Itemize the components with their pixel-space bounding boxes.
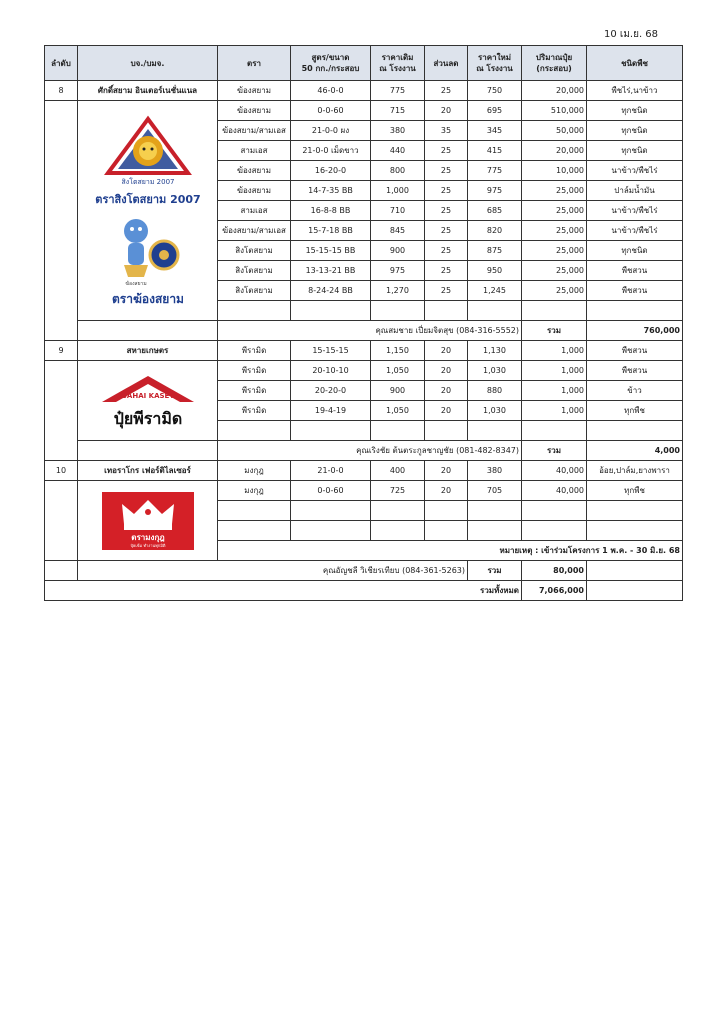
contact-person: คุณสมชาย เปี่ยมจิตสุข (084-316-5552) <box>218 321 522 341</box>
header-row <box>45 46 683 81</box>
company-name: เทอราโกร เฟอร์ติไลเซอร์ <box>78 461 218 481</box>
pyramid-logo <box>88 368 208 434</box>
subtotal-value: 4,000 <box>587 441 683 461</box>
table-row: สิงโตสยาม 8-24-24 BB 1,270 25 1,245 25,000 พืชสวน <box>45 281 683 301</box>
gong-logo-label: ตราฆ้องสยาม <box>111 291 184 306</box>
table-row: 10 เทอราโกร เฟอร์ติไลเซอร์ มงกุฎ 21-0-0 400 20 380 40,000 อ้อย,ปาล์ม,ยางพารา <box>45 461 683 481</box>
table-row: สิงโตสยาม 15-15-15 BB 900 25 875 25,000 ทุกชนิด <box>45 241 683 261</box>
fertilizer-price-table <box>44 45 683 601</box>
table-row: ตรามงกุฎ ปุ๋ยเข้ม ทำงานทุกมิติ มงกุฎ 0-0-60 725 20 705 40,000 ทุกพืช <box>45 481 683 501</box>
company-name: ศักดิ์สยาม อินเตอร์เนชั่นแนล <box>78 81 218 101</box>
header-crop: ชนิดพืช <box>587 46 683 81</box>
header-company: บจ./บมจ. <box>78 46 218 81</box>
header-formula: สูตร/ขนาด 50 กก./กระสอบ <box>291 46 371 81</box>
lion-logo-label: ตราสิงโตสยาม 2007 <box>94 192 201 206</box>
subtotal-value: 760,000 <box>587 321 683 341</box>
table-row: ฆ้องสยาม/สามเอส 21-0-0 ผง 380 35 345 50,000 ทุกชนิด <box>45 121 683 141</box>
contact-person: คุณอัญชลี วิเชียรเทียบ (084-361-5263) <box>78 561 468 581</box>
table-row: สิงโตสยาม 13-13-21 BB 975 25 950 25,000 พืชสวน <box>45 261 683 281</box>
svg-text:ฆ้องสยาม: ฆ้องสยาม <box>124 280 147 287</box>
subtotal-value: 80,000 <box>522 561 587 581</box>
logo-cell-sakdi-siam <box>78 101 218 321</box>
svg-text:ปุ๋ยเข้ม ทำงานทุกมิติ: ปุ๋ยเข้ม ทำงานทุกมิติ <box>129 542 166 548</box>
table-row: สิงโตสยาม 2007 ตราสิงโตสยาม 2007 ฆ้องสยาม ตราฆ้องสยาม ฆ้องสยาม 0-0-60 715 20 695 510,000 ทุกชนิด <box>45 101 683 121</box>
header-new-price: ราคาใหม่ ณ โรงงาน <box>468 46 522 81</box>
logo-cell-sahai-kaset <box>78 361 218 441</box>
pyramid-logo-label: ปุ๋ยพีรามิด <box>113 408 182 428</box>
table-row: พีรามิด 19-4-19 1,050 20 1,030 1,000 ทุกพืช <box>45 401 683 421</box>
header-quantity: ปริมาณปุ๋ย (กระสอบ) <box>522 46 587 81</box>
crown-logo-label: ตรามงกุฎ <box>130 532 165 542</box>
table-row: ฆ้องสยาม/สามเอส 15-7-18 BB 845 25 820 25,000 นาข้าว/พืชไร่ <box>45 221 683 241</box>
crown-logo <box>98 490 198 552</box>
contact-person: คุณเริงชัย ต้นตระกูลชาญชัย (081-482-8347) <box>218 441 522 461</box>
table-row: สามเอส 16-8-8 BB 710 25 685 25,000 นาข้าว/พืชไร่ <box>45 201 683 221</box>
grand-total-label: รวมทั้งหมด <box>45 581 522 601</box>
subtotal-row: คุณสมชาย เปี่ยมจิตสุข (084-316-5552) รวม 760,000 <box>45 321 683 341</box>
table-row: สามเอส 21-0-0 เม็ดขาว 440 25 415 20,000 ทุกชนิด <box>45 141 683 161</box>
header-brand: ตรา <box>218 46 291 81</box>
gong-logo <box>88 211 208 311</box>
table-row: ฆ้องสยาม 14-7-35 BB 1,000 25 975 25,000 ปาล์มน้ำมัน <box>45 181 683 201</box>
svg-text:สิงโตสยาม 2007: สิงโตสยาม 2007 <box>121 177 174 186</box>
company-name: สหายเกษตร <box>78 341 218 361</box>
header-discount: ส่วนลด <box>425 46 468 81</box>
table-row: 9 สหายเกษตร พีรามิด 15-15-15 1,150 20 1,130 1,000 พืชสวน <box>45 341 683 361</box>
grand-total-row <box>45 581 683 601</box>
header-no: ลำดับ <box>45 46 78 81</box>
svg-text:SAHAI KASET: SAHAI KASET <box>121 391 174 400</box>
document-date: 10 เม.ย. 68 <box>604 29 659 40</box>
subtotal-row: คุณเริงชัย ต้นตระกูลชาญชัย (081-482-8347) รวม 4,000 <box>45 441 683 461</box>
logo-cell-terragro <box>78 481 218 561</box>
note-text: หมายเหตุ : เข้าร่วมโครงการ 1 พ.ค. - 30 มิ.ย. 68 <box>218 541 683 561</box>
table-row: พีรามิด 20-20-0 900 20 880 1,000 ข้าว <box>45 381 683 401</box>
header-old-price: ราคาเดิม ณ โรงงาน <box>371 46 425 81</box>
lion-logo <box>88 111 208 211</box>
table-row: ฆ้องสยาม 16-20-0 800 25 775 10,000 นาข้าว/พืชไร่ <box>45 161 683 181</box>
table-row: SAHAI KASET ปุ๋ยพีรามิด พีรามิด 20-10-10 1,050 20 1,030 1,000 พืชสวน <box>45 361 683 381</box>
subtotal-row: คุณอัญชลี วิเชียรเทียบ (084-361-5263) รวม 80,000 <box>45 561 683 581</box>
grand-total-value: 7,066,000 <box>522 581 587 601</box>
table-row: 8 ศักดิ์สยาม อินเตอร์เนชั่นแนล ฆ้องสยาม 46-0-0 775 25 750 20,000 พืชไร่,นาข้าว <box>45 81 683 101</box>
